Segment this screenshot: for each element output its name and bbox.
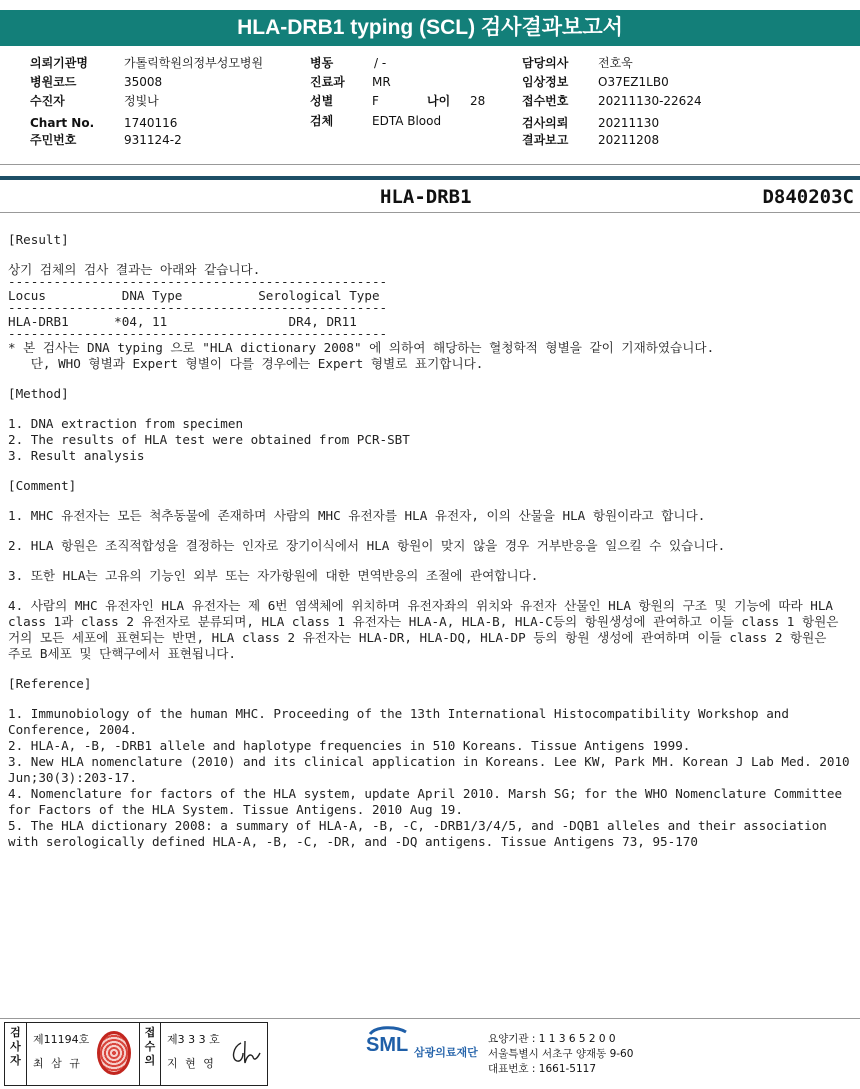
- info-value: 전호욱: [598, 56, 633, 70]
- info-label: 성별: [310, 94, 334, 108]
- institution-code: 요양기관 : 1 1 3 6 5 2 0 0: [488, 1033, 616, 1045]
- info-label: 수진자: [30, 94, 65, 108]
- note-line: * 본 검사는 DNA typing 으로 "HLA dictionary 2008" 에 의하여 해당하는 혈청학적 형별을 같이 기재하였습니다.: [8, 340, 715, 355]
- footer: [4, 1022, 856, 1086]
- info-label: 검체: [310, 114, 334, 128]
- method-item: 1. DNA extraction from specimen: [8, 416, 244, 431]
- info-value: 20211208: [598, 133, 660, 147]
- info-label: 담당의사: [522, 56, 569, 70]
- patient-info: [0, 54, 860, 160]
- info-label: 병동: [310, 56, 334, 70]
- info-label: 접수번호: [522, 94, 569, 108]
- inspector-label: 검사자: [5, 1023, 27, 1085]
- table-divider: --------------------------------------------------: [8, 278, 388, 288]
- result-heading: [Result]: [8, 232, 69, 247]
- institution-address: 서울특별시 서초구 양재동 9-60: [488, 1048, 634, 1060]
- info-value: 정빛나: [124, 94, 159, 108]
- reference-item: 5. The HLA dictionary 2008: a summary of HLA-A, -B, -C, -DRB1/3/4/5, and -DQB1 alleles and their association with serologically defined HLA-A, -B, -C, -DR, and -DQ antigens. Tissue Antigens 73, 95-170: [8, 818, 827, 849]
- test-name: HLA-DRB1: [380, 186, 472, 208]
- report-body: [8, 232, 856, 850]
- divider: [0, 212, 860, 213]
- reference-item: 4. Nomenclature for factors of the HLA system, update April 2010. Marsh SG; for the WHO Nomenclature Committee for Factors of the HLA System. Tissue Antigens. 2010 Aug 19.: [8, 786, 843, 817]
- info-label: 의뢰기관명: [30, 56, 88, 70]
- info-label: 검사의뢰: [522, 116, 569, 130]
- info-value: F: [372, 94, 379, 108]
- comment-item: 3. 또한 HLA는 고유의 기능인 외부 또는 자가항원에 대한 면역반응의 조절에 관여합니다.: [8, 568, 539, 583]
- info-value: 가톨릭학원의정부성모병원: [124, 56, 264, 70]
- institution-phone: 대표번호 : 1661-5117: [488, 1063, 597, 1075]
- reference-item: 3. New HLA nomenclature (2010) and its clinical application in Koreans. Lee KW, Park MH. Korean J Lab Med. 2010 Jun;30(3):203-17.: [8, 754, 850, 785]
- method-heading: [Method]: [8, 386, 69, 401]
- divider-thick: [0, 176, 860, 180]
- table-divider: --------------------------------------------------: [8, 330, 388, 340]
- confirmer-name: 지 현 영: [167, 1057, 216, 1070]
- comment-item: 4. 사람의 MHC 유전자인 HLA 유전자는 제 6번 염색체에 위치하며 유전자좌의 위치와 유전자 산물인 HLA 항원의 구조 및 기능에 따라 HLA class 1과 class 2 유전자로 분류되며, HLA class 1 유전자는 HLA-A, HLA-B, HLA-C등의 항원생성에 관여하고 이들 class 1 항원은 거의 모든 세포에 표현되는 반면, HLA class 2 유전자는 HLA-DR, HLA-DQ, HLA-DP 등의 항원 생성에 관여하며 이들 class 2 항원은 주로 B세포 및 단핵구에서 표현됩니다.: [8, 598, 839, 661]
- info-value: / -: [374, 56, 387, 70]
- sml-logo-sub: 삼광의료재단: [414, 1046, 478, 1059]
- age-label: 나이: [427, 94, 451, 108]
- info-value: 20211130-22624: [598, 94, 702, 108]
- reference-heading: [Reference]: [8, 676, 92, 691]
- info-value: 20211130: [598, 116, 660, 130]
- table-header: Locus DNA Type Serological Type: [8, 288, 380, 303]
- info-label: 주민번호: [30, 133, 77, 147]
- reference-item: 2. HLA-A, -B, -DRB1 allele and haplotype frequencies in 510 Koreans. Tissue Antigens 1999.: [8, 738, 691, 753]
- method-item: 2. The results of HLA test were obtained from PCR-SBT: [8, 432, 410, 447]
- sml-logo-text: SML: [366, 1034, 409, 1056]
- institution-info: [488, 1032, 633, 1077]
- info-value: 1740116: [124, 116, 178, 130]
- table-row: HLA-DRB1 *04, 11 DR4, DR11: [8, 314, 357, 329]
- comment-heading: [Comment]: [8, 478, 77, 493]
- info-value: EDTA Blood: [372, 114, 442, 128]
- info-value: MR: [372, 75, 391, 89]
- info-value: O37EZ1LB0: [598, 75, 669, 89]
- table-divider: --------------------------------------------------: [8, 304, 388, 314]
- signature-image: [227, 1037, 263, 1069]
- info-value: 931124-2: [124, 133, 182, 147]
- info-label: 병원코드: [30, 75, 77, 89]
- report-title: HLA-DRB1 typing (SCL) 검사결과보고서: [0, 10, 860, 46]
- method-item: 3. Result analysis: [8, 448, 145, 463]
- note-line: 단, WHO 형별과 Expert 형별이 다를 경우에는 Expert 형별로 표기합니다.: [8, 356, 484, 371]
- reference-item: 1. Immunobiology of the human MHC. Proceeding of the 13th International Histocompatibility Workshop and Conference, 2004.: [8, 706, 789, 737]
- comment-item: 1. MHC 유전자는 모든 척추동물에 존재하며 사람의 MHC 유전자를 HLA 유전자, 이의 산물을 HLA 항원이라고 합니다.: [8, 508, 706, 523]
- info-label: 임상정보: [522, 75, 569, 89]
- test-code: D840203C: [762, 186, 854, 208]
- confirmer-no: 제3 3 3 호: [167, 1033, 220, 1046]
- result-intro: 상기 검체의 검사 결과는 아래와 같습니다.: [8, 262, 261, 277]
- confirmer-label: 접수의: [139, 1023, 161, 1085]
- seal-stamp: [97, 1031, 131, 1075]
- signature-box: [4, 1022, 268, 1086]
- info-label: 결과보고: [522, 133, 569, 147]
- inspector-no: 제11194호: [33, 1033, 90, 1046]
- info-value: 35008: [124, 75, 163, 89]
- age-value: 28: [470, 94, 486, 108]
- info-label: 진료과: [310, 75, 345, 89]
- comment-item: 2. HLA 항원은 조직적합성을 결정하는 인자로 장기이식에서 HLA 항원이 맞지 않을 경우 거부반응을 일으킬 수 있습니다.: [8, 538, 726, 553]
- info-label: Chart No.: [30, 116, 95, 130]
- footer-divider: [0, 1018, 860, 1019]
- divider: [0, 164, 860, 165]
- inspector-name: 최 삼 규: [33, 1057, 82, 1070]
